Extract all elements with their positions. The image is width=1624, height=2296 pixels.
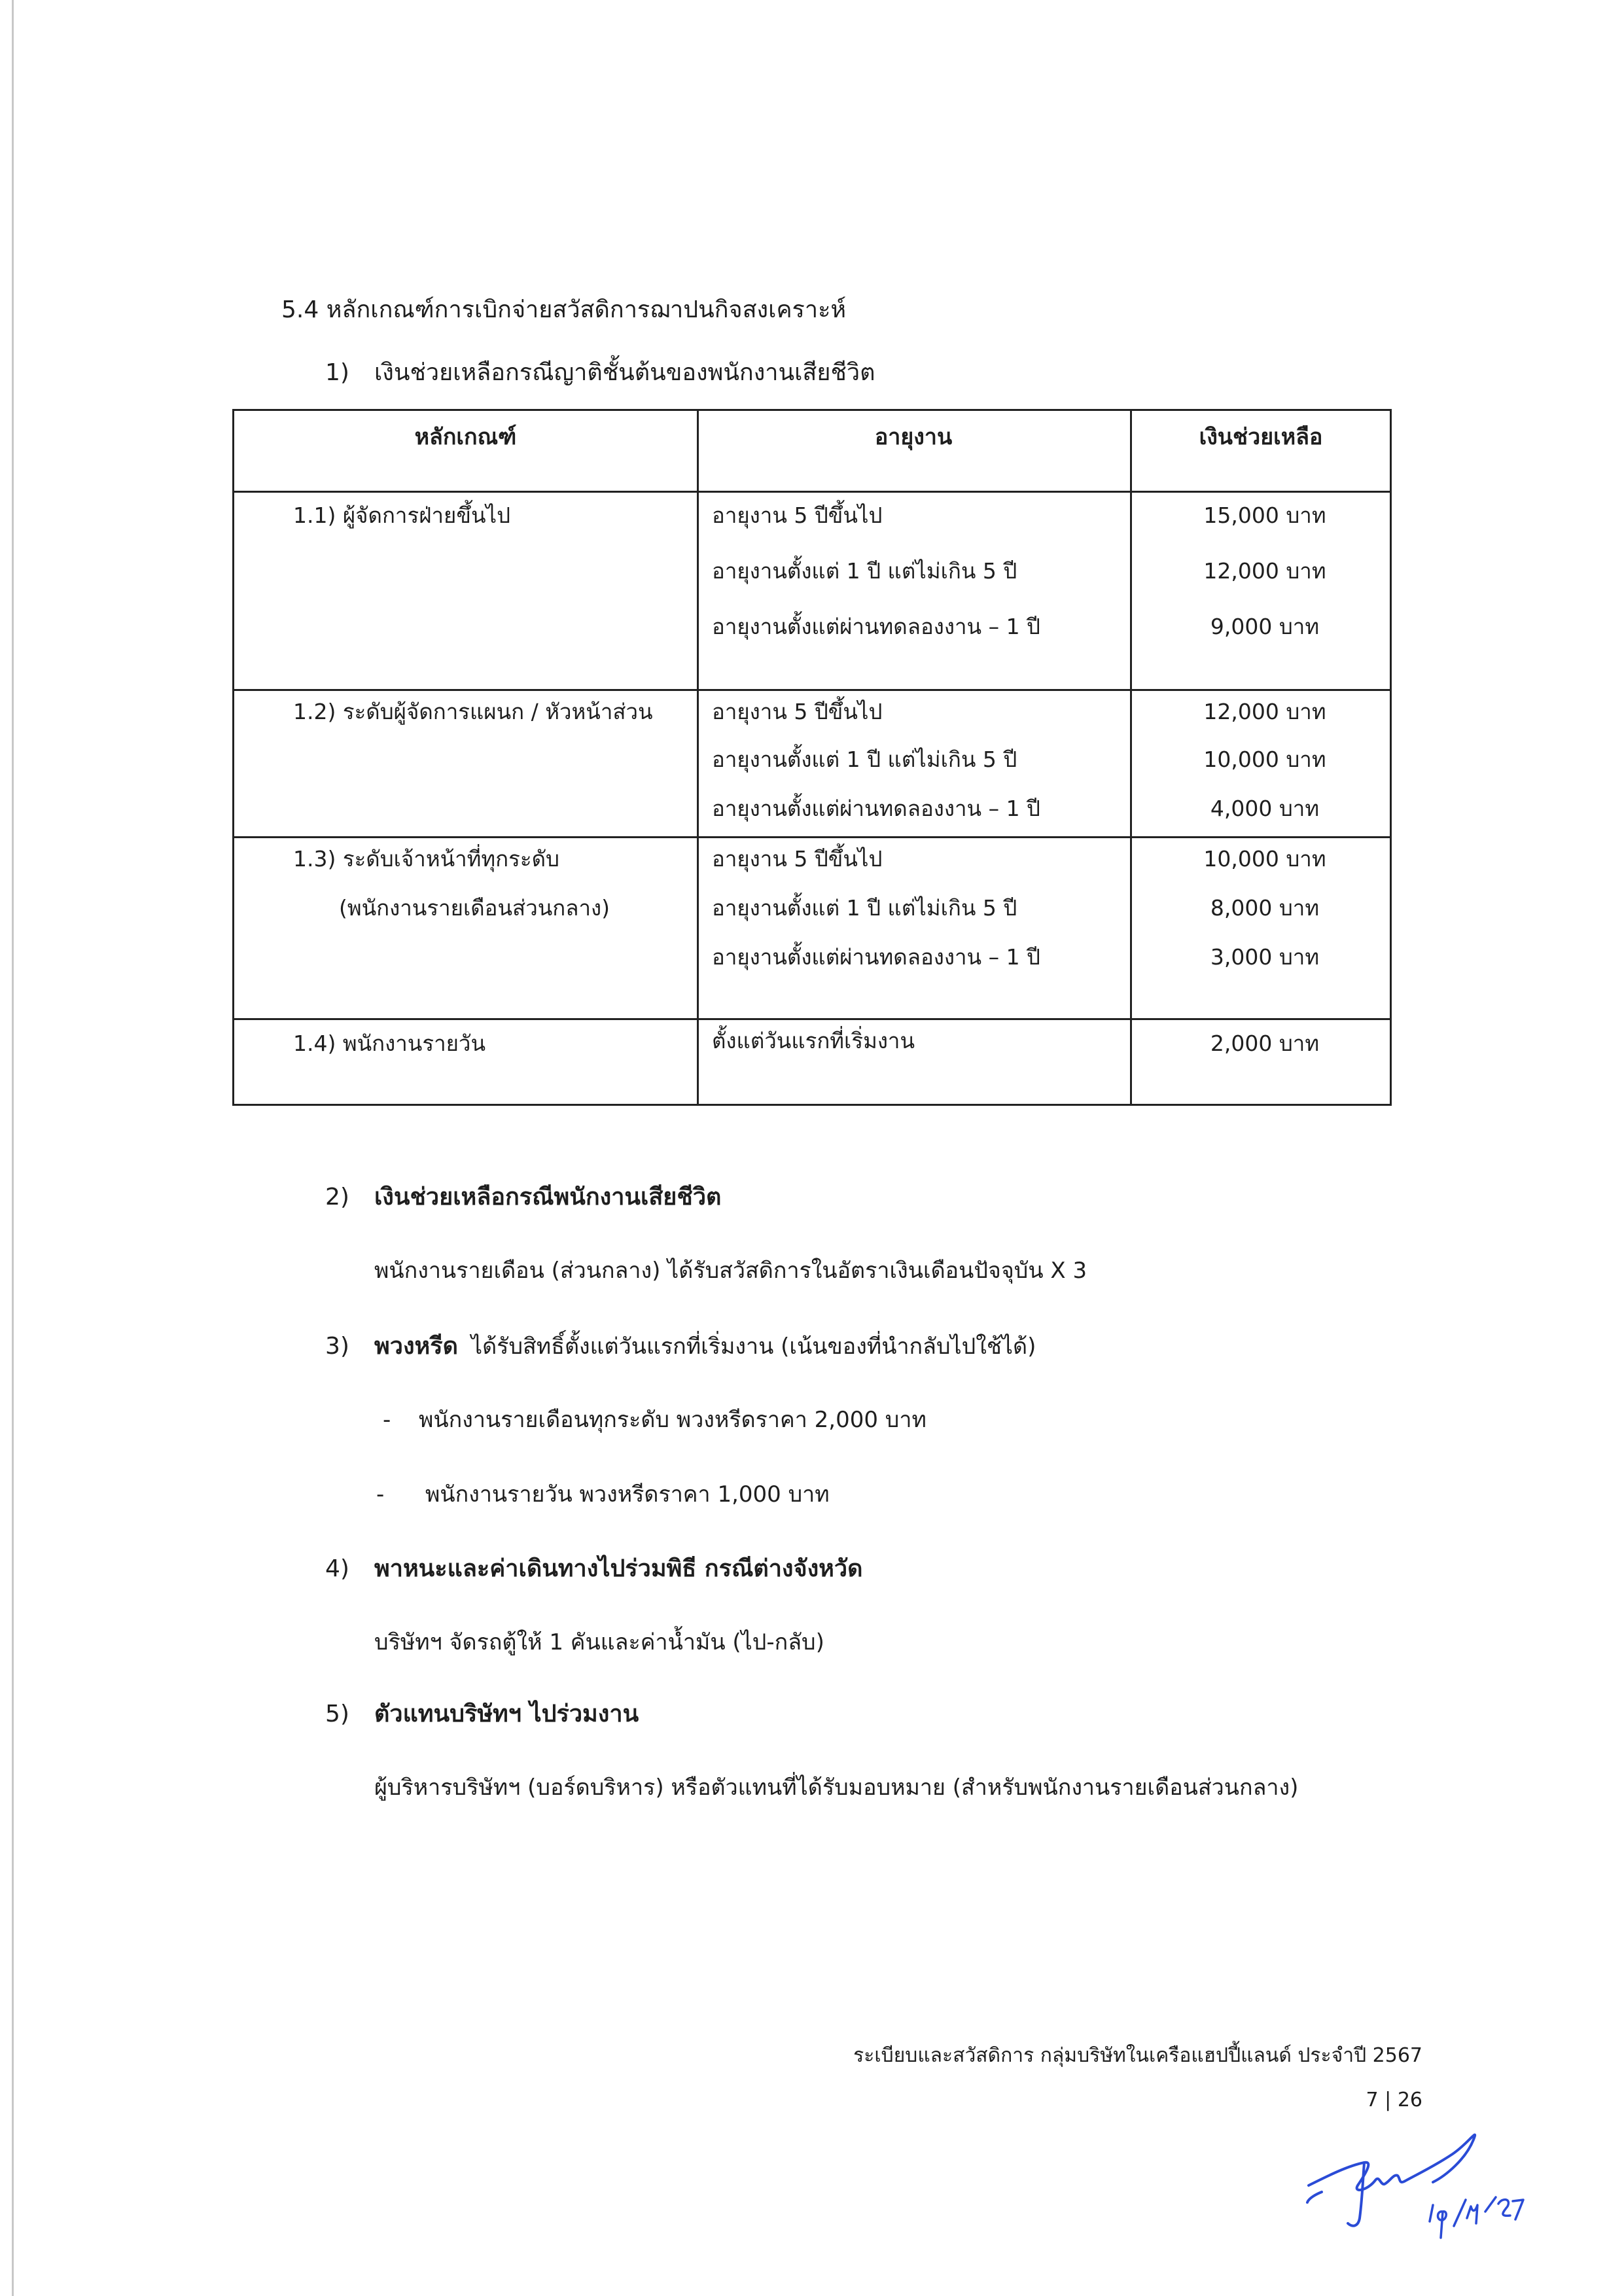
table-divider: [234, 836, 1390, 838]
signature-image: [1302, 2113, 1538, 2244]
amount-cell: 12,000 บาท: [1203, 699, 1326, 724]
criteria-cell: 1.3) ระดับเจ้าหน้าที่ทุกระดับ: [293, 846, 559, 872]
amount-cell: 8,000 บาท: [1210, 895, 1320, 921]
tenure-cell: อายุงานตั้งแต่ 1 ปี แต่ไม่เกิน 5 ปี: [712, 558, 1017, 584]
amount-cell: 15,000 บาท: [1203, 503, 1326, 528]
bullet-dash: -: [376, 1481, 385, 1508]
criteria-cell: 1.1) ผู้จัดการฝ่ายขึ้นไป: [293, 503, 511, 528]
bullet-text: พนักงานรายเดือนทุกระดับ พวงหรีดราคา 2,000 บาท: [419, 1407, 927, 1433]
table-divider: [697, 411, 699, 1104]
amount-cell: 3,000 บาท: [1210, 944, 1320, 970]
section-heading: 5.4 หลักเกณฑ์การเบิกจ่ายสวัสดิการฌาปนกิจสงเคราะห์: [281, 296, 847, 323]
item2-number: 2): [325, 1184, 349, 1210]
table-divider: [234, 689, 1390, 691]
table-divider: [234, 491, 1390, 493]
amount-cell: 2,000 บาท: [1210, 1031, 1320, 1056]
criteria-cell: (พนักงานรายเดือนส่วนกลาง): [339, 895, 610, 921]
header-criteria: หลักเกณฑ์: [414, 424, 517, 450]
tenure-cell: อายุงานตั้งแต่ 1 ปี แต่ไม่เกิน 5 ปี: [712, 747, 1017, 772]
page-number: 7 | 26: [1366, 2089, 1422, 2111]
criteria-cell: 1.2) ระดับผู้จัดการแผนก / หัวหน้าส่วน: [293, 699, 653, 724]
tenure-cell: อายุงาน 5 ปีขึ้นไป: [712, 846, 883, 872]
item4-body: บริษัทฯ จัดรถตู้ให้ 1 คันและค่าน้ำมัน (ไป-กลับ): [374, 1629, 824, 1655]
item3-title: พวงหรีด: [374, 1333, 458, 1360]
scan-edge: [12, 0, 14, 2296]
table-divider: [1130, 411, 1132, 1104]
header-amount: เงินช่วยเหลือ: [1199, 424, 1323, 450]
item4-number: 4): [325, 1555, 349, 1582]
tenure-cell: อายุงานตั้งแต่ผ่านทดลองงาน – 1 ปี: [712, 944, 1041, 970]
tenure-cell: อายุงาน 5 ปีขึ้นไป: [712, 699, 883, 724]
item3-title-rest: ได้รับสิทธิ์ตั้งแต่วันแรกที่เริ่มงาน (เน้นของที่นำกลับไปใช้ได้): [471, 1333, 1036, 1360]
criteria-cell: 1.4) พนักงานรายวัน: [293, 1031, 486, 1056]
table-divider: [234, 1018, 1390, 1020]
item4-title: พาหนะและค่าเดินทางไปร่วมพิธี กรณีต่างจังหวัด: [374, 1555, 863, 1582]
item2-body: พนักงานรายเดือน (ส่วนกลาง) ได้รับสวัสดิการในอัตราเงินเดือนปัจจุบัน X 3: [374, 1258, 1087, 1284]
bullet-text: พนักงานรายวัน พวงหรีดราคา 1,000 บาท: [425, 1481, 830, 1508]
amount-cell: 10,000 บาท: [1203, 846, 1326, 872]
amount-cell: 9,000 บาท: [1210, 614, 1320, 639]
bullet-dash: -: [383, 1407, 391, 1433]
item5-number: 5): [325, 1701, 349, 1727]
item2-title: เงินช่วยเหลือกรณีพนักงานเสียชีวิต: [374, 1184, 722, 1210]
tenure-cell: ตั้งแต่วันแรกที่เริ่มงาน: [712, 1028, 915, 1053]
item1-number: 1): [325, 359, 349, 386]
benefit-table: [232, 409, 1392, 1106]
item5-title: ตัวแทนบริษัทฯ ไปร่วมงาน: [374, 1701, 639, 1727]
item1-title: เงินช่วยเหลือกรณีญาติชั้นต้นของพนักงานเสียชีวิต: [374, 359, 875, 386]
tenure-cell: อายุงาน 5 ปีขึ้นไป: [712, 503, 883, 528]
header-tenure: อายุงาน: [874, 424, 953, 450]
footer-doc-title: ระเบียบและสวัสดิการ กลุ่มบริษัทในเครือแฮปปี้แลนด์ ประจำปี 2567: [853, 2044, 1422, 2067]
amount-cell: 4,000 บาท: [1210, 796, 1320, 821]
item3-number: 3): [325, 1333, 349, 1360]
tenure-cell: อายุงานตั้งแต่ 1 ปี แต่ไม่เกิน 5 ปี: [712, 895, 1017, 921]
tenure-cell: อายุงานตั้งแต่ผ่านทดลองงาน – 1 ปี: [712, 796, 1041, 821]
item5-body: ผู้บริหารบริษัทฯ (บอร์ดบริหาร) หรือตัวแทนที่ได้รับมอบหมาย (สำหรับพนักงานรายเดือนส่วนกลาง): [374, 1775, 1299, 1801]
amount-cell: 10,000 บาท: [1203, 747, 1326, 772]
amount-cell: 12,000 บาท: [1203, 558, 1326, 584]
tenure-cell: อายุงานตั้งแต่ผ่านทดลองงาน – 1 ปี: [712, 614, 1041, 639]
